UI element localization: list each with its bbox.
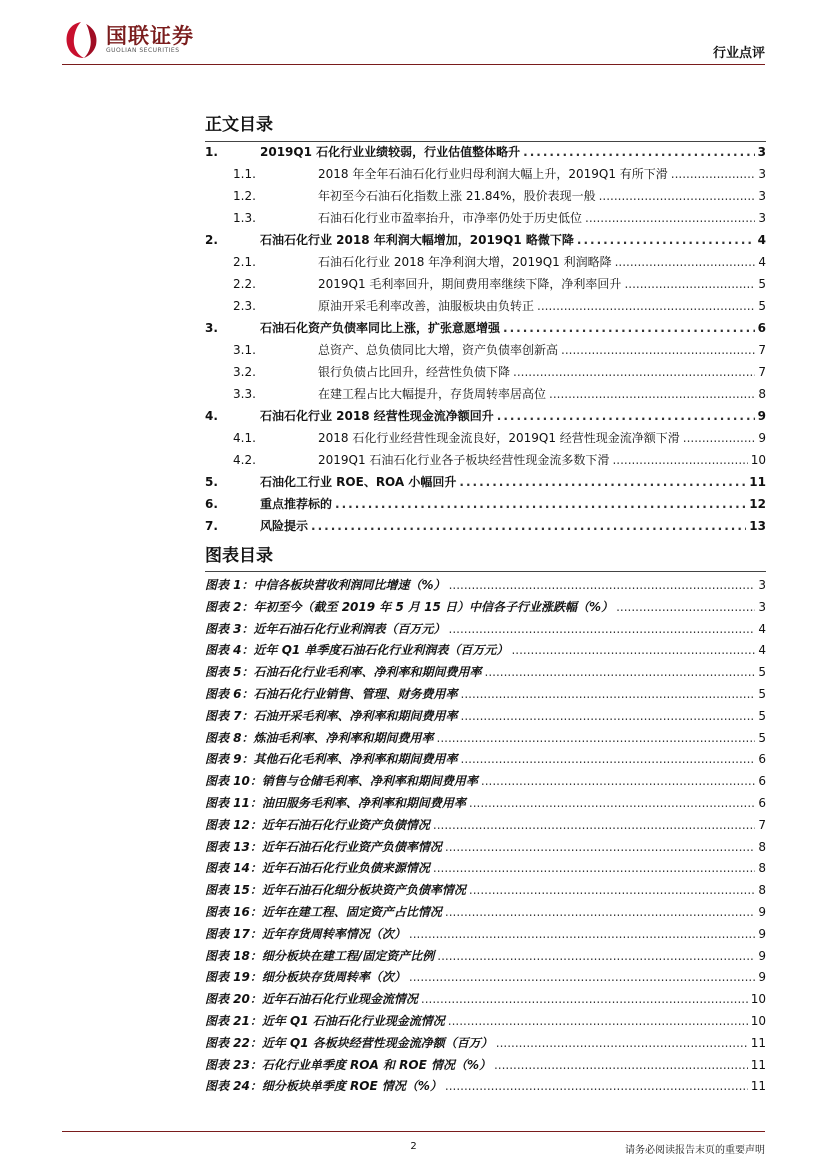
figure-entry-page: 8 bbox=[758, 861, 766, 876]
company-logo bbox=[62, 20, 194, 60]
toc-entry-number: 3. bbox=[205, 321, 218, 335]
dot-leader bbox=[421, 992, 748, 1006]
toc-entry-page: 4 bbox=[758, 255, 766, 269]
toc-entry[interactable] bbox=[205, 209, 766, 231]
figure-entry[interactable] bbox=[205, 794, 766, 816]
figure-entry-title: 图表 9：其他石化毛利率、净利率和期间费用率 bbox=[205, 752, 458, 767]
figure-entry[interactable] bbox=[205, 990, 766, 1012]
dot-leader bbox=[409, 927, 755, 941]
figure-entry-page: 5 bbox=[758, 686, 766, 701]
figure-entry-page: 9 bbox=[758, 948, 766, 963]
toc-entry[interactable] bbox=[205, 143, 766, 165]
toc-entry-title: 石油化工行业 ROE、ROA 小幅回升 bbox=[260, 475, 457, 489]
toc-entry-number: 3.1. bbox=[233, 343, 256, 357]
figure-entry-title: 图表 5：石油石化行业毛利率、净利率和期间费用率 bbox=[205, 665, 482, 680]
toc-entry-page: 9 bbox=[757, 409, 766, 423]
figure-entry[interactable] bbox=[205, 641, 766, 663]
dot-leader bbox=[445, 1079, 748, 1093]
figure-entry[interactable] bbox=[205, 838, 766, 860]
figure-entry-page: 10 bbox=[750, 992, 766, 1007]
figure-entry-title: 图表 8：炼油毛利率、净利率和期间费用率 bbox=[205, 730, 434, 745]
figure-entry-title: 图表 16：近年在建工程、固定资产占比情况 bbox=[205, 904, 442, 919]
figure-entry-title: 图表 22：近年 Q1 各板块经营性现金流净额（百万） bbox=[205, 1035, 493, 1050]
logo-chinese-name: 国联证券 bbox=[106, 24, 194, 48]
toc-entry-number: 3.3. bbox=[233, 387, 256, 401]
figure-entry-page: 4 bbox=[758, 621, 766, 636]
dot-leader bbox=[433, 861, 755, 875]
toc-entry-page: 10 bbox=[750, 453, 766, 467]
dot-leader bbox=[448, 1014, 748, 1028]
figure-entry[interactable] bbox=[205, 772, 766, 794]
toc-entry[interactable] bbox=[205, 385, 766, 407]
toc-entry-title: 2018 石化行业经营性现金流良好，2019Q1 经营性现金流净额下滑 bbox=[318, 431, 680, 445]
dot-leader bbox=[445, 905, 755, 919]
list-of-figures bbox=[205, 576, 766, 1099]
dot-leader bbox=[511, 643, 755, 657]
toc-entry[interactable] bbox=[205, 517, 766, 539]
toc-entry[interactable] bbox=[205, 187, 766, 209]
figure-entry-page: 11 bbox=[750, 1079, 766, 1094]
figure-entry-title: 图表 2：年初至今（截至 2019 年 5 月 15 日）中信各子行业涨跌幅（%） bbox=[205, 599, 614, 614]
figure-entry[interactable] bbox=[205, 750, 766, 772]
toc-entry-title: 石油石化资产负债率同比上涨，扩张意愿增强 bbox=[260, 321, 501, 335]
toc-entry-number: 4.1. bbox=[233, 431, 256, 445]
toc-entry[interactable] bbox=[205, 275, 766, 297]
figure-entry[interactable] bbox=[205, 729, 766, 751]
figure-entry-title: 图表 13：近年石油石化行业资产负债率情况 bbox=[205, 839, 442, 854]
toc-entry-number: 3.2. bbox=[233, 365, 256, 379]
figure-entry-title: 图表 24：细分板块单季度 ROE 情况（%） bbox=[205, 1079, 442, 1094]
dot-leader bbox=[445, 840, 755, 854]
toc-entry-page: 3 bbox=[758, 189, 766, 203]
figure-entry-page: 6 bbox=[758, 774, 766, 789]
figure-entry[interactable] bbox=[205, 925, 766, 947]
toc-entry-title: 总资产、总负债同比大增，资产负债率创新高 bbox=[318, 343, 559, 357]
toc-entry[interactable] bbox=[205, 341, 766, 363]
figure-entry[interactable] bbox=[205, 1077, 766, 1099]
figure-entry-title: 图表 17：近年存货周转率情况（次） bbox=[205, 926, 406, 941]
figure-entry-title: 图表 6：石油石化行业销售、管理、财务费用率 bbox=[205, 686, 458, 701]
toc-entry[interactable] bbox=[205, 363, 766, 385]
figure-entry[interactable] bbox=[205, 620, 766, 642]
figure-entry-page: 6 bbox=[758, 795, 766, 810]
toc-entry-title: 原油开采毛利率改善，油服板块由负转正 bbox=[318, 299, 535, 313]
toc-title: 正文目录 bbox=[205, 115, 273, 135]
dot-leader bbox=[513, 365, 755, 379]
toc-entry-number: 1. bbox=[205, 145, 218, 159]
toc-entry-page: 6 bbox=[757, 321, 766, 335]
dot-leader bbox=[612, 453, 747, 467]
toc-entry-number: 1.3. bbox=[233, 211, 256, 225]
toc-entry-number: 7. bbox=[205, 519, 218, 533]
figure-entry-title: 图表 1：中信各板块营收利润同比增速（%） bbox=[205, 578, 446, 592]
toc-entry-title: 重点推荐标的 bbox=[260, 497, 333, 511]
figure-entry[interactable] bbox=[205, 598, 766, 620]
dot-leader bbox=[616, 600, 755, 614]
dot-leader bbox=[469, 796, 755, 810]
figure-entry-title: 图表 7：石油开采毛利率、净利率和期间费用率 bbox=[205, 708, 458, 723]
toc-entry-page: 3 bbox=[758, 167, 766, 181]
dot-leader bbox=[577, 233, 755, 247]
figure-entry-title: 图表 10：销售与仓储毛利率、净利率和期间费用率 bbox=[205, 774, 478, 789]
dot-leader bbox=[311, 519, 746, 533]
figure-entry-page: 5 bbox=[758, 665, 766, 680]
toc-entry-number: 2.3. bbox=[233, 299, 256, 313]
guolian-logo-icon bbox=[62, 20, 100, 60]
toc-entry-page: 5 bbox=[758, 299, 766, 313]
toc-entry-page: 5 bbox=[758, 277, 766, 291]
toc-title-divider bbox=[205, 141, 766, 142]
dot-leader bbox=[561, 343, 755, 357]
toc-entry-page: 11 bbox=[749, 475, 766, 489]
toc-entry-title: 石油石化行业 2018 年利润大幅增加，2019Q1 略微下降 bbox=[260, 233, 574, 247]
header-divider bbox=[62, 64, 765, 65]
dot-leader bbox=[437, 731, 756, 745]
figure-entry[interactable] bbox=[205, 1034, 766, 1056]
dot-leader bbox=[599, 189, 756, 203]
figure-entry[interactable] bbox=[205, 903, 766, 925]
toc-entry-title: 年初至今石油石化指数上涨 21.84%，股价表现一般 bbox=[318, 189, 596, 203]
figure-entry-title: 图表 23：石化行业单季度 ROA 和 ROE 情况（%） bbox=[205, 1057, 491, 1072]
toc-entry-number: 1.1. bbox=[233, 167, 256, 181]
toc-entry-page: 3 bbox=[757, 145, 766, 159]
figure-entry[interactable] bbox=[205, 576, 766, 598]
toc-entry-number: 2.2. bbox=[233, 277, 256, 291]
figure-entry-page: 11 bbox=[750, 1035, 766, 1050]
figure-entry-title: 图表 12：近年石油石化行业资产负债情况 bbox=[205, 817, 430, 832]
figure-entry-title: 图表 3：近年石油石化行业利润表（百万元） bbox=[205, 621, 446, 636]
toc-entry-page: 12 bbox=[749, 497, 766, 511]
dot-leader bbox=[494, 1058, 748, 1072]
figure-entry-page: 11 bbox=[750, 1057, 766, 1072]
figure-entry[interactable] bbox=[205, 859, 766, 881]
figure-entry[interactable] bbox=[205, 947, 766, 969]
toc-entry-title: 石油石化行业 2018 年净利润大增，2019Q1 利润略降 bbox=[318, 255, 612, 269]
toc-entry[interactable] bbox=[205, 297, 766, 319]
toc-entry-title: 2018 年全年石油石化行业归母利润大幅上升，2019Q1 有所下滑 bbox=[318, 167, 668, 181]
toc-entry[interactable] bbox=[205, 165, 766, 187]
toc-entry[interactable] bbox=[205, 407, 766, 429]
logo-english-name: GUOLIAN SECURITIES bbox=[106, 47, 180, 54]
figure-entry-page: 8 bbox=[758, 883, 766, 898]
figure-entry-page: 4 bbox=[758, 643, 766, 658]
dot-leader bbox=[437, 949, 755, 963]
toc-entry[interactable] bbox=[205, 253, 766, 275]
figure-entry-page: 9 bbox=[758, 926, 766, 941]
figure-entry-page: 3 bbox=[758, 578, 766, 592]
figure-entry-title: 图表 11：油田服务毛利率、净利率和期间费用率 bbox=[205, 795, 466, 810]
dot-leader bbox=[585, 211, 755, 225]
figure-entry[interactable] bbox=[205, 816, 766, 838]
page-number: 2 bbox=[410, 1141, 417, 1152]
figure-entry[interactable] bbox=[205, 707, 766, 729]
dot-leader bbox=[671, 167, 756, 181]
dot-leader bbox=[461, 687, 756, 701]
dot-leader bbox=[433, 818, 755, 832]
figure-entry-title: 图表 18：细分板块在建工程/固定资产比例 bbox=[205, 948, 435, 963]
dot-leader bbox=[523, 145, 755, 159]
figure-entry-page: 9 bbox=[758, 970, 766, 985]
dot-leader bbox=[496, 1036, 748, 1050]
toc-entry-number: 2.1. bbox=[233, 255, 256, 269]
figure-entry-title: 图表 15：近年石油石化细分板块资产负债率情况 bbox=[205, 883, 466, 898]
dot-leader bbox=[449, 622, 756, 636]
footer-divider bbox=[62, 1131, 765, 1132]
toc-entry-page: 13 bbox=[749, 519, 766, 533]
toc-entry-number: 4. bbox=[205, 409, 218, 423]
figure-entry[interactable] bbox=[205, 968, 766, 990]
dot-leader bbox=[485, 665, 756, 679]
toc-entry-page: 3 bbox=[758, 211, 766, 225]
dot-leader bbox=[503, 321, 755, 335]
toc-entry[interactable] bbox=[205, 429, 766, 451]
toc-entry-title: 银行负债占比回升，经营性负债下降 bbox=[318, 365, 511, 379]
toc-entry-page: 9 bbox=[758, 431, 766, 445]
figure-entry-title: 图表 4：近年 Q1 单季度石油石化行业利润表（百万元） bbox=[205, 643, 509, 658]
toc-entry-title: 2019Q1 石化行业业绩较弱，行业估值整体略升 bbox=[260, 145, 521, 159]
toc-entry-page: 8 bbox=[758, 387, 766, 401]
toc-entry-title: 2019Q1 石油石化行业各子板块经营性现金流多数下滑 bbox=[318, 453, 610, 467]
toc-entry-page: 4 bbox=[757, 233, 766, 247]
toc-entry[interactable] bbox=[205, 451, 766, 473]
table-of-contents bbox=[205, 143, 766, 539]
figure-entry-page: 10 bbox=[750, 1013, 766, 1028]
dot-leader bbox=[549, 387, 755, 401]
toc-entry-page: 7 bbox=[758, 343, 766, 357]
figures-title: 图表目录 bbox=[205, 546, 273, 566]
dot-leader bbox=[409, 970, 755, 984]
figure-entry[interactable] bbox=[205, 663, 766, 685]
figure-entry-page: 5 bbox=[758, 730, 766, 745]
dot-leader bbox=[624, 277, 755, 291]
figures-title-divider bbox=[205, 571, 766, 572]
figure-entry[interactable] bbox=[205, 1056, 766, 1078]
figure-entry-title: 图表 20：近年石油石化行业现金流情况 bbox=[205, 992, 418, 1007]
dot-leader bbox=[497, 409, 755, 423]
toc-entry[interactable] bbox=[205, 495, 766, 517]
footer-disclaimer: 请务必阅读报告末页的重要声明 bbox=[625, 1145, 765, 1156]
figure-entry[interactable] bbox=[205, 1012, 766, 1034]
dot-leader bbox=[537, 299, 755, 313]
dot-leader bbox=[449, 578, 756, 592]
toc-entry-title: 在建工程占比大幅提升，存货周转率居高位 bbox=[318, 387, 547, 401]
toc-entry-title: 石油石化行业市盈率抬升，市净率仍处于历史低位 bbox=[318, 211, 583, 225]
toc-entry-title: 石油石化行业 2018 经营性现金流净额回升 bbox=[260, 409, 494, 423]
figure-entry-page: 3 bbox=[758, 599, 766, 614]
toc-entry-number: 5. bbox=[205, 475, 218, 489]
toc-entry[interactable] bbox=[205, 473, 766, 495]
toc-entry-number: 6. bbox=[205, 497, 218, 511]
toc-entry-title: 风险提示 bbox=[260, 519, 309, 533]
toc-entry-number: 2. bbox=[205, 233, 218, 247]
report-type-label: 行业点评 bbox=[712, 46, 765, 61]
page-header bbox=[0, 0, 827, 70]
figure-entry[interactable] bbox=[205, 685, 766, 707]
dot-leader bbox=[461, 752, 756, 766]
toc-entry[interactable] bbox=[205, 231, 766, 253]
figure-entry-page: 7 bbox=[758, 817, 766, 832]
toc-entry-title: 2019Q1 毛利率回升，期间费用率继续下降，净利率回升 bbox=[318, 277, 622, 291]
dot-leader bbox=[459, 475, 746, 489]
figure-entry-title: 图表 14：近年石油石化行业负债来源情况 bbox=[205, 861, 430, 876]
dot-leader bbox=[683, 431, 756, 445]
dot-leader bbox=[481, 774, 755, 788]
dot-leader bbox=[469, 883, 755, 897]
dot-leader bbox=[615, 255, 756, 269]
toc-entry-number: 1.2. bbox=[233, 189, 256, 203]
dot-leader bbox=[461, 709, 756, 723]
toc-entry-page: 7 bbox=[758, 365, 766, 379]
figure-entry-title: 图表 21：近年 Q1 石油石化行业现金流情况 bbox=[205, 1013, 445, 1028]
toc-entry[interactable] bbox=[205, 319, 766, 341]
figure-entry-page: 5 bbox=[758, 708, 766, 723]
figure-entry-page: 8 bbox=[758, 839, 766, 854]
figure-entry[interactable] bbox=[205, 881, 766, 903]
figure-entry-title: 图表 19：细分板块存货周转率（次） bbox=[205, 970, 406, 985]
figure-entry-page: 9 bbox=[758, 904, 766, 919]
toc-entry-number: 4.2. bbox=[233, 453, 256, 467]
figure-entry-page: 6 bbox=[758, 752, 766, 767]
dot-leader bbox=[335, 497, 746, 511]
